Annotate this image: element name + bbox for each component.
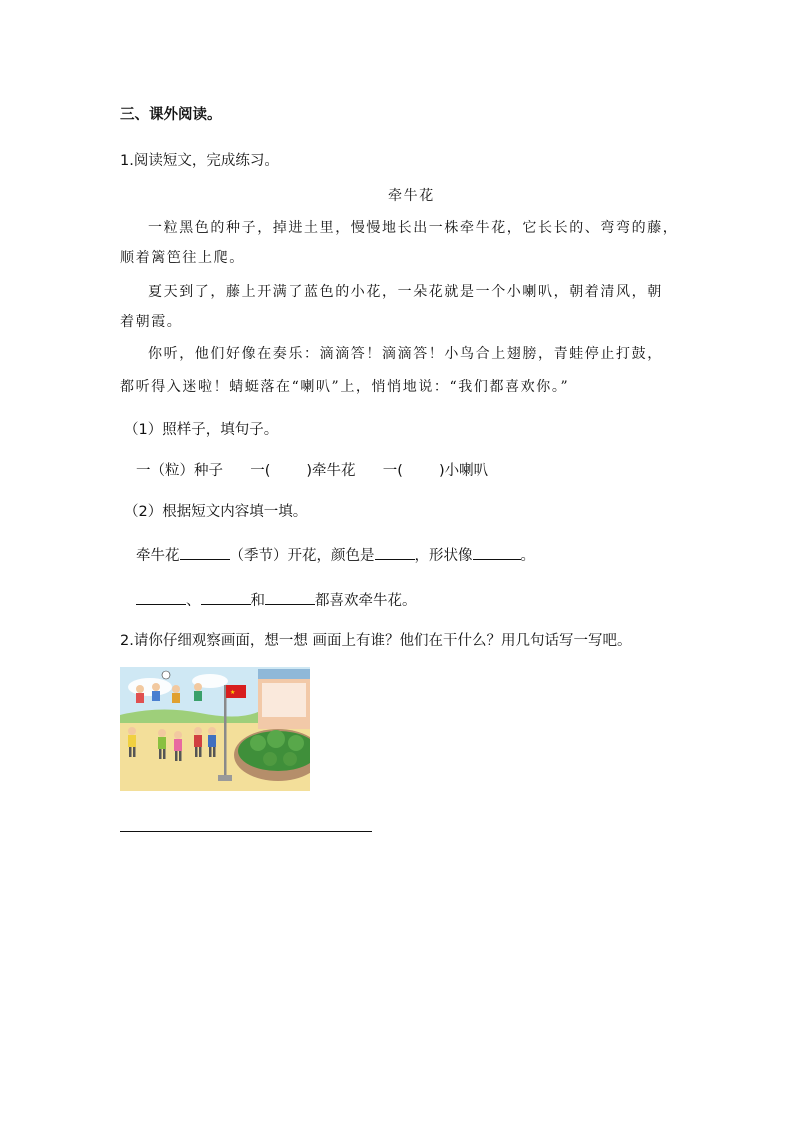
answer-blank[interactable] bbox=[375, 545, 415, 560]
sub1-item2-pre: 一( bbox=[382, 463, 403, 479]
sub2-text-e: 、 bbox=[186, 593, 201, 609]
answer-blank[interactable] bbox=[201, 590, 251, 605]
q1-instruction: 1.阅读短文，完成练习。 bbox=[120, 153, 279, 169]
sub1-item1-post: )牵牛花 bbox=[306, 463, 356, 479]
sub2-prompt: （2）根据短文内容填一填。 bbox=[124, 504, 308, 520]
answer-line[interactable] bbox=[120, 831, 372, 832]
sub2-text-b: （季节）开花，颜色是 bbox=[229, 548, 375, 564]
sub1-prompt: （1）照样子，填句子。 bbox=[124, 422, 279, 438]
passage-line: 夏天到了，藤上开满了蓝色的小花，一朵花就是一个小喇叭，朝着清风，朝 bbox=[148, 284, 663, 300]
sub2-text-f: 和 bbox=[250, 593, 265, 609]
section-heading: 三、课外阅读。 bbox=[120, 107, 222, 123]
answer-blank[interactable] bbox=[473, 545, 521, 560]
sub2-line2 bbox=[136, 590, 417, 610]
q2-instruction: 2.请你仔细观察画面，想一想 画面上有谁？他们在干什么？用几句话写一写吧。 bbox=[120, 633, 632, 649]
answer-blank[interactable] bbox=[265, 590, 315, 605]
passage-line: 着朝霞。 bbox=[120, 314, 183, 330]
sub2-text-d: 。 bbox=[520, 548, 535, 564]
sub2-text-c: ，形状像 bbox=[414, 548, 473, 564]
sub2-text-g: 都喜欢牵牛花。 bbox=[315, 593, 417, 609]
sub1-items bbox=[136, 462, 488, 480]
passage-line: 顺着篱笆往上爬。 bbox=[120, 250, 245, 266]
sub1-example: 一（粒）种子 bbox=[136, 463, 223, 479]
passage-title: 牵牛花 bbox=[388, 188, 435, 204]
passage-line: 一粒黑色的种子，掉进土里，慢慢地长出一株牵牛花，它长长的、弯弯的藤， bbox=[148, 220, 679, 236]
sub2-line1 bbox=[136, 545, 535, 565]
passage-line: 都听得入迷啦！蜻蜓落在“喇叭”上，悄悄地说：“我们都喜欢你。” bbox=[120, 379, 570, 395]
playground-illustration bbox=[120, 667, 310, 791]
passage-line: 你听，他们好像在奏乐：滴滴答！滴滴答！小鸟合上翅膀，青蛙停止打鼓， bbox=[148, 346, 663, 362]
answer-blank[interactable] bbox=[136, 590, 186, 605]
sub1-item1-pre: 一( bbox=[250, 463, 271, 479]
sub2-text-a: 牵牛花 bbox=[136, 548, 180, 564]
svg-text:★: ★ bbox=[230, 689, 236, 696]
sub1-item2-post: )小喇叭 bbox=[438, 463, 489, 479]
answer-blank[interactable] bbox=[180, 545, 230, 560]
